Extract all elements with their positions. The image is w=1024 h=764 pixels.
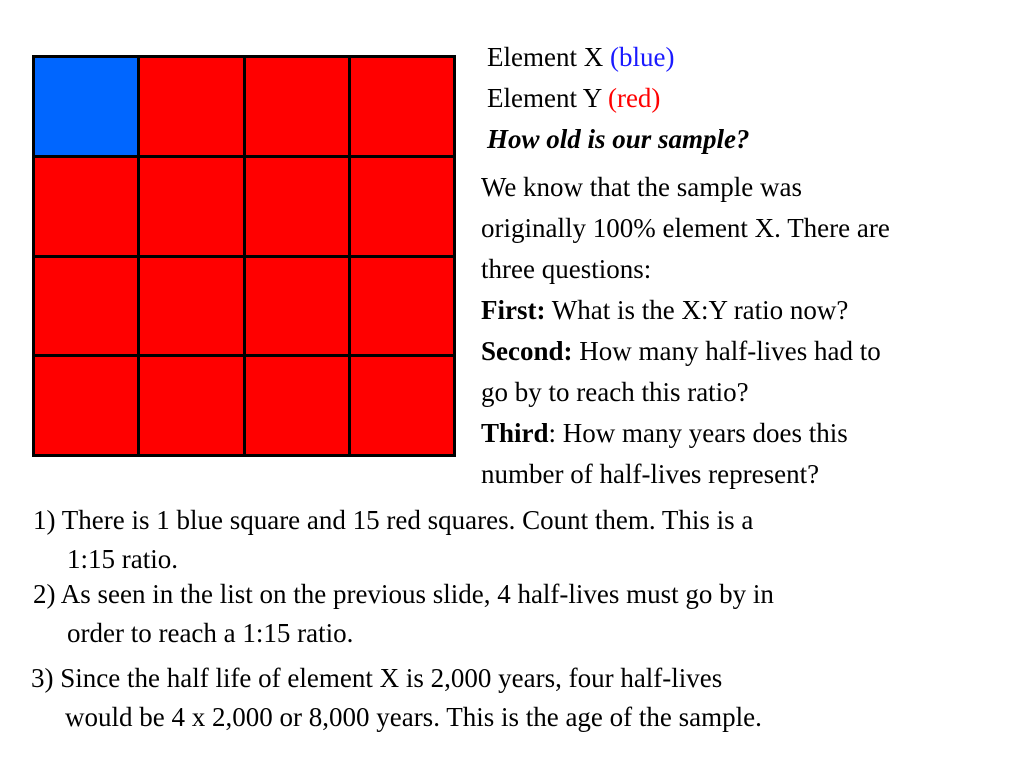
intro-line: originally 100% element X. There are [481, 213, 890, 243]
third-text: : How many years does this [548, 418, 848, 448]
red-square [140, 357, 242, 454]
element-x-label: Element X [487, 42, 604, 72]
red-square [246, 158, 348, 255]
blue-square [35, 58, 137, 155]
answer-3-line1: 3) Since the half life of element X is 2,000 years, four half-lives [31, 663, 723, 693]
question-first [481, 290, 890, 331]
red-square [351, 158, 453, 255]
answer-3 [31, 659, 762, 737]
question-second [481, 331, 890, 372]
intro-line: three questions: [481, 254, 652, 284]
answer-1 [33, 501, 753, 579]
first-label: First: [481, 295, 546, 325]
red-square [246, 357, 348, 454]
question-third [481, 413, 890, 454]
answer-2-line1: 2) As seen in the list on the previous slide, 4 half-lives must go by in [33, 579, 774, 609]
red-square [351, 357, 453, 454]
answer-2 [33, 575, 774, 653]
ratio-grid [32, 55, 456, 457]
question-second-cont: go by to reach this ratio? [481, 377, 749, 407]
answer-3-line2: would be 4 x 2,000 or 8,000 years. This is the age of the sample. [65, 702, 762, 732]
red-square [246, 58, 348, 155]
element-x-color: (blue) [609, 42, 675, 72]
element-y-color: (red) [607, 83, 661, 113]
red-square [351, 258, 453, 355]
answer-2-line2: order to reach a 1:15 ratio. [67, 618, 354, 648]
legend-element-x [487, 42, 674, 72]
red-square [246, 258, 348, 355]
red-square [140, 258, 242, 355]
second-label: Second: [481, 336, 573, 366]
red-square [140, 158, 242, 255]
legend-element-y [487, 83, 660, 113]
red-square [351, 58, 453, 155]
third-label: Third [481, 418, 549, 448]
answer-1-line1: 1) There is 1 blue square and 15 red squares. Count them. This is a [33, 505, 754, 535]
first-text: What is the X:Y ratio now? [545, 295, 849, 325]
element-y-label: Element Y [487, 83, 602, 113]
intro-line: We know that the sample was [481, 172, 802, 202]
red-square [35, 158, 137, 255]
question-third-cont: number of half-lives represent? [481, 459, 820, 489]
red-square [35, 357, 137, 454]
red-square [35, 258, 137, 355]
second-text: How many half-lives had to [572, 336, 881, 366]
intro-paragraph [481, 167, 890, 495]
question-heading: How old is our sample? [487, 124, 750, 154]
red-square [140, 58, 242, 155]
answer-1-line2: 1:15 ratio. [67, 544, 178, 574]
